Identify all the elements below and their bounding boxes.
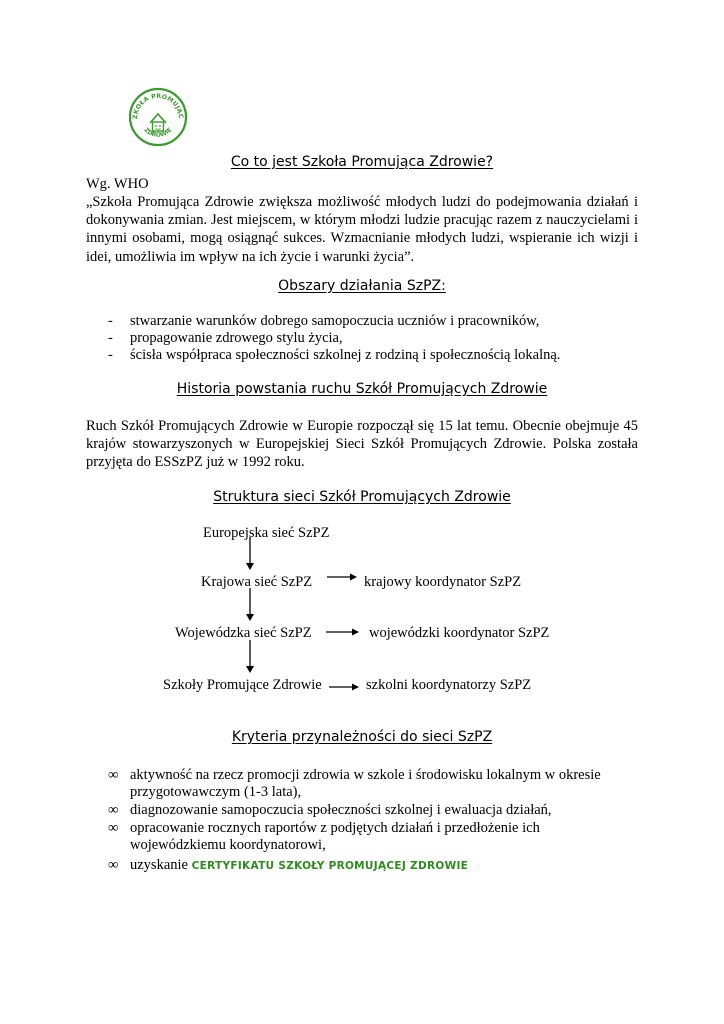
infinity-marker: ∞ [108,767,119,783]
source-label: Wg. WHO [86,176,149,192]
who-definition-paragraph: „Szkoła Promująca Zdrowie zwiększa możliwość młodych ludzi do podejmowania działań i dokonywania zmian. Jest miejscem, w którym młodzi ludzie pracując razem z nauczycielami i innymi osobami, mogą osiągnąć sukces. Wzmacnianie młodych ludzi, wspieranie ich wizji i idei, umożliwia im wpływ na ich życie i warunki życia”. [86,194,638,265]
list-item-text: ścisła współpraca społeczności szkolnej z rodziną i społecznością lokalną. [130,347,561,363]
node-european-network: Europejska sieć SzPZ [203,525,330,541]
list-item-text: wojewódzkiemu koordynatorowi, [130,837,326,853]
list-item-text: opracowanie rocznych raportów z podjętych działań i przedłożenie ich [130,820,540,836]
logo-text-top: ZKOŁA PROMUJĄC [131,92,185,120]
section-heading-what-is: Co to jest Szkoła Promująca Zdrowie? [230,154,494,170]
infinity-marker: ∞ [108,802,119,818]
list-item-text: stwarzanie warunków dobrego samopoczucia uczniów i pracowników, [130,313,540,329]
list-item-text [130,856,468,875]
section-heading-structure: Struktura sieci Szkół Promujących Zdrowie [213,489,511,505]
history-paragraph: Ruch Szkół Promujących Zdrowie w Europie rozpoczął się 15 lat temu. Obecnie obejmuje 45 krajów stowarzyszonych w Europejskiej Sieci Szkół Promujących Zdrowie. Polska została przyjęta do ESSzPZ już w 1992 roku. [86,418,638,471]
section-heading-history: Historia powstania ruchu Szkół Promujących Zdrowie [176,381,548,397]
node-school-coordinators: szkolni koordynatorzy SzPZ [366,677,532,693]
infinity-marker: ∞ [108,820,119,836]
section-heading-criteria: Kryteria przynależności do sieci SzPZ [231,729,493,745]
dash-marker: - [108,347,113,363]
section-heading-areas: Obszary działania SzPZ: [278,278,446,294]
dash-marker: - [108,330,113,346]
node-voivodeship-coordinator: wojewódzki koordynator SzPZ [369,625,550,641]
certificate-highlight: CERTYFIKATU SZKOŁY PROMUJĄCEJ ZDROWIE [191,860,469,872]
list-item-text: aktywność na rzecz promocji zdrowia w szkole i środowisku lokalnym w okresie [130,767,601,783]
certificate-prefix: uzyskanie [130,857,188,873]
node-schools: Szkoły Promujące Zdrowie [163,677,322,693]
node-national-network: Krajowa sieć SzPZ [201,574,313,590]
logo-text-bottom: ZDROWIE [142,126,174,139]
dash-marker: - [108,313,113,329]
node-national-coordinator: krajowy koordynator SzPZ [364,574,522,590]
list-item-text: przygotowawczym (1-3 lata), [130,784,302,800]
infinity-marker: ∞ [108,857,119,873]
node-voivodeship-network: Wojewódzka sieć SzPZ [175,625,312,641]
list-item-text: propagowanie zdrowego stylu życia, [130,330,343,346]
list-item-text: diagnozowanie samopoczucia społeczności szkolnej i ewaluacja działań, [130,802,552,818]
